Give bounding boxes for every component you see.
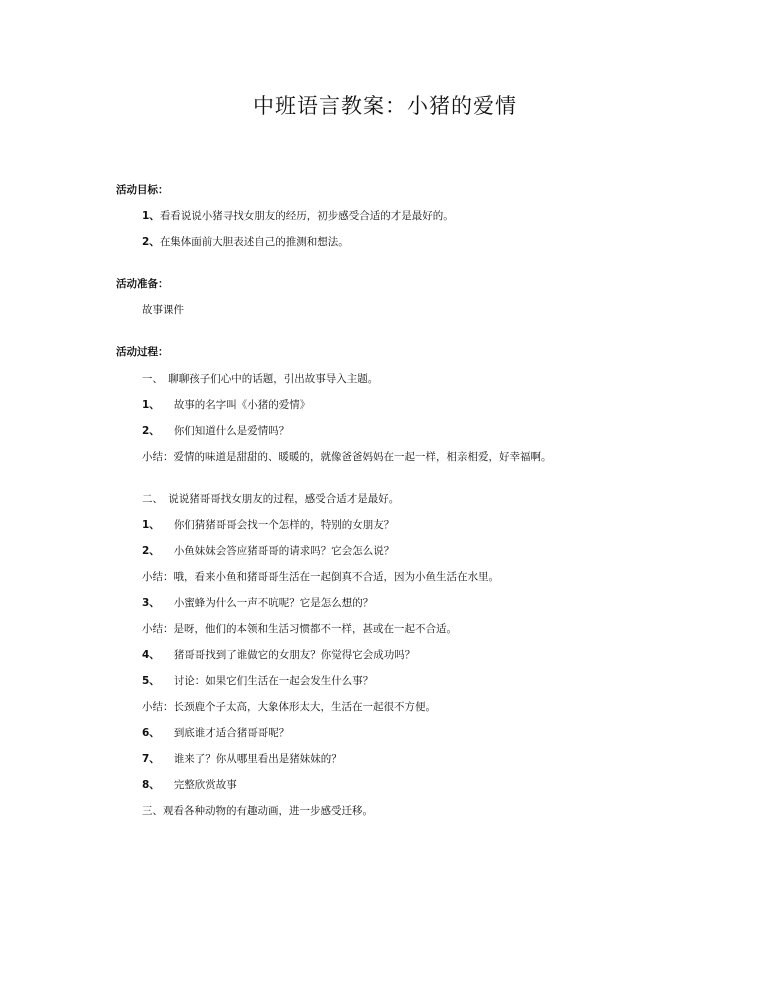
goal-item (142, 209, 454, 223)
part3-title: 三、观看各种动物的有趣动画，进一步感受迁移。 (142, 805, 373, 817)
item-number: 6、 (142, 727, 160, 739)
goal-item-text: 看看说说小猪寻找女朋友的经历，初步感受合适的才是最好的。 (159, 210, 454, 222)
part1-item (142, 398, 310, 412)
part2-item (142, 778, 237, 792)
item-text: 你们知道什么是爱情吗？ (173, 425, 290, 437)
item-number: 2、 (142, 545, 160, 557)
item-number: 4、 (142, 649, 160, 661)
prep-heading: 活动准备： (116, 278, 169, 290)
item-text: 谁来了？你从哪里看出是猪妹妹的？ (173, 753, 342, 765)
item-text: 小蜜蜂为什么一声不吭呢？它是怎么想的？ (173, 597, 374, 609)
part1-summary: 小结：爱情的味道是甜甜的、暖暖的，就像爸爸妈妈在一起一样，相亲相爱，好幸福啊。 (142, 451, 552, 463)
part1-title: 一、 聊聊孩子们心中的话题，引出故事导入主题。 (142, 373, 379, 385)
part2-item (142, 544, 394, 558)
item-number: 8、 (142, 779, 160, 791)
goal-item-text: 在集体面前大胆表述自己的推测和想法。 (159, 236, 349, 248)
item-number: 1、 (142, 519, 160, 531)
part2-item (142, 726, 289, 740)
item-text: 讨论：如果它们生活在一起会发生什么事？ (173, 675, 374, 687)
part1-item (142, 424, 289, 438)
part2-summary: 小结：哦，看来小鱼和猪哥哥生活在一起倒真不合适，因为小鱼生活在水里。 (142, 571, 499, 583)
item-text: 猪哥哥找到了谁做它的女朋友？你觉得它会成功吗？ (173, 649, 416, 661)
prep-text: 故事课件 (142, 304, 184, 316)
item-number: 1、 (142, 399, 160, 411)
item-text: 到底谁才适合猪哥哥呢？ (173, 727, 290, 739)
item-number: 3、 (142, 597, 160, 609)
part2-item (142, 752, 342, 766)
part2-item (142, 596, 373, 610)
item-number: 5、 (142, 675, 160, 687)
item-text: 小鱼妹妹会答应猪哥哥的请求吗？它会怎么说？ (173, 545, 395, 557)
document-title: 中班语言教案：小猪的爱情 (253, 94, 517, 118)
part2-item (142, 674, 373, 688)
part2-summary: 小结：是呀，他们的本领和生活习惯都不一样，甚或在一起不合适。 (142, 623, 457, 635)
item-text: 故事的名字叫《小猪的爱情》 (173, 399, 311, 411)
goal-item-number: 2、 (142, 236, 160, 248)
part2-summary: 小结：长颈鹿个子太高，大象体形太大，生活在一起很不方便。 (142, 701, 436, 713)
goal-heading: 活动目标： (116, 184, 169, 196)
item-text: 你们猜猪哥哥会找一个怎样的，特别的女朋友？ (173, 519, 395, 531)
goal-item-number: 1、 (142, 210, 160, 222)
goal-item (142, 235, 349, 249)
process-heading: 活动过程： (116, 346, 169, 358)
item-text: 完整欣赏故事 (173, 779, 237, 791)
part2-item (142, 648, 415, 662)
part2-item (142, 518, 394, 532)
item-number: 2、 (142, 425, 160, 437)
part2-title: 二、 说说猪哥哥找女朋友的过程，感受合适才是最好。 (142, 493, 400, 505)
item-number: 7、 (142, 753, 160, 765)
